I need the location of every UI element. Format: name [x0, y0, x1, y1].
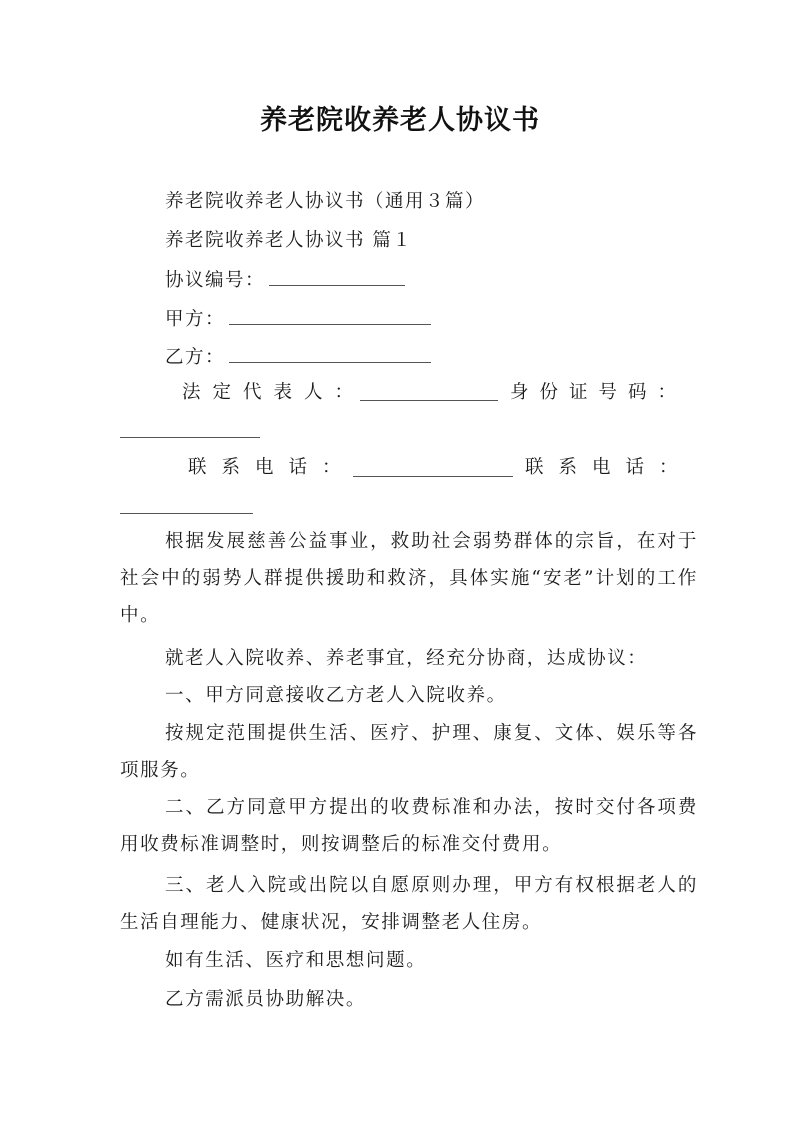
agreement-number-row [165, 267, 405, 293]
contact-phone-label-a: 联系电话： [188, 457, 356, 478]
id-number-label: 身份证号码： [510, 382, 688, 403]
id-number-blank [120, 437, 260, 438]
party-b-blank [229, 344, 431, 363]
paragraph-clause-3: 三、老人入院或出院以自愿原则办理，甲方有权根据老人的生活自理能力、健康状况，安排调整老人住房。 [120, 875, 698, 933]
party-a-row [165, 306, 431, 332]
legal-representative-blank [360, 400, 498, 401]
paragraph-clause-2: 二、乙方同意甲方提出的收费标准和办法，按时交付各项费用收费标准调整时，则按调整后的标准交付费用。 [120, 797, 698, 855]
contact-phone-blank-b [120, 513, 253, 514]
paragraph-agreement-intro: 就老人入院收养、养老事宜，经充分协商，达成协议： [165, 648, 648, 669]
agreement-number-blank [269, 267, 405, 286]
agreement-number-label: 协议编号： [165, 270, 266, 291]
subtitle-line: 养老院收养老人协议书（通用３篇） [165, 191, 486, 212]
party-a-blank [229, 306, 431, 325]
paragraph-services: 按规定范围提供生活、医疗、护理、康复、文体、娱乐等各项服务。 [120, 723, 698, 781]
legal-representative-label: 法定代表人： [182, 382, 366, 403]
party-a-label: 甲方： [165, 309, 226, 330]
paragraph-assist: 乙方需派员协助解决。 [165, 989, 367, 1010]
party-b-row [165, 344, 431, 370]
paragraph-purpose: 根据发展慈善公益事业，救助社会弱势群体的宗旨，在对于社会中的弱势人群提供援助和救济，具体实施“安老”计划的工作中。 [120, 531, 698, 626]
paragraph-clause-1: 一、甲方同意接收乙方老人入院收养。 [165, 685, 507, 706]
party-b-label: 乙方： [165, 347, 226, 368]
document-title: 养老院收养老人协议书 [260, 105, 540, 136]
paragraph-problems: 如有生活、医疗和思想问题。 [165, 950, 427, 971]
contact-phone-label-b: 联系电话： [525, 457, 693, 478]
article-heading: 养老院收养老人协议书 篇１ [165, 230, 413, 251]
contact-phone-blank-a [353, 476, 513, 477]
